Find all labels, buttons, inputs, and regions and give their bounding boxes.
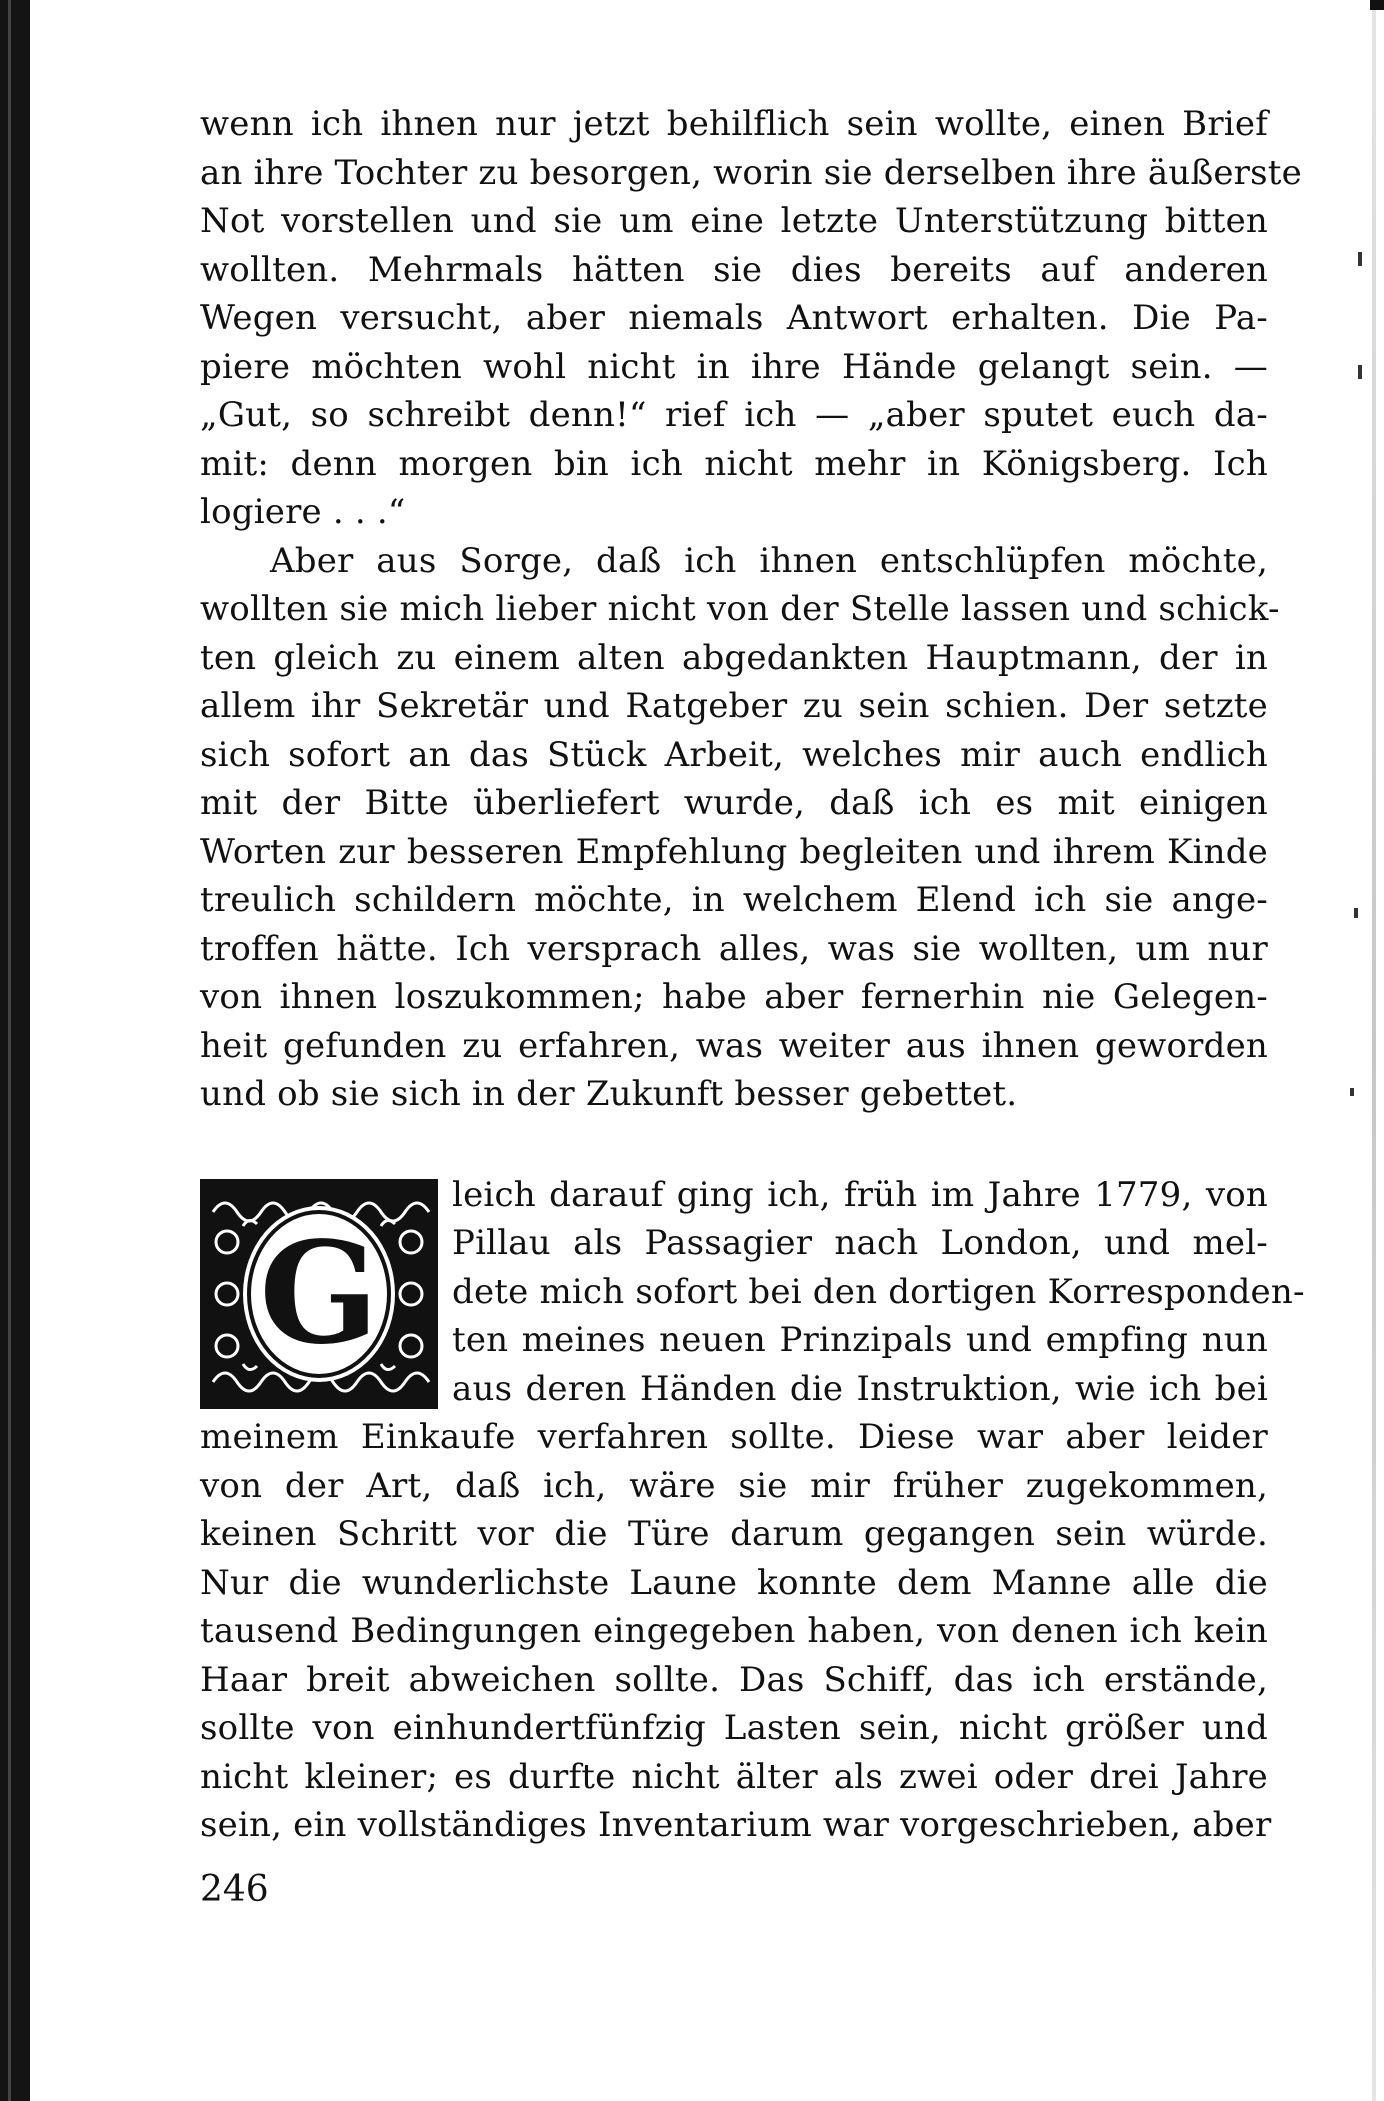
section-gap: [200, 1119, 1268, 1171]
text-line: ten meines neuen Prinzipals und empfing nun: [452, 1320, 1268, 1360]
paragraph-3: [200, 1171, 1305, 1850]
paragraph-1: [200, 100, 1302, 537]
text-line: piere möchten wohl nicht in ihre Hände gelangt sein. —: [200, 346, 1268, 387]
text-line: an ihre Tochter zu besorgen, worin sie derselben ihre äußerste: [200, 152, 1302, 193]
text-line: Wegen versucht, aber niemals Antwort erhalten. Die Pa-: [200, 298, 1268, 338]
text-line: Aber aus Sorge, daß ich ihnen entschlüpfen möchte,: [270, 540, 1268, 581]
text-line: leich darauf ging ich, früh im Jahre 1779, von: [452, 1174, 1268, 1215]
text-line: von ihnen loszukommen; habe aber fernerhin nie Gelegen-: [200, 977, 1268, 1017]
text-line: keinen Schritt vor die Türe darum gegangen sein würde.: [200, 1514, 1268, 1554]
text-line: „Gut, so schreibt denn!“ rief ich — „aber sputet euch da-: [200, 395, 1268, 435]
page-number: 246: [200, 1869, 269, 1910]
margin-mark: [1354, 908, 1358, 918]
page-right-edge: [1372, 0, 1376, 2101]
text-line: wollten. Mehrmals hätten sie dies bereits auf anderen: [200, 249, 1268, 290]
body-text: [200, 100, 1305, 1850]
book-binding-edge: [0, 0, 30, 2101]
text-line: und ob sie sich in der Zukunft besser gebettet.: [200, 1074, 1018, 1114]
text-line: Nur die wunderlichste Laune konnte dem Manne alle die: [200, 1562, 1268, 1603]
text-line: allem ihr Sekretär und Ratgeber zu sein schien. Der setzte: [200, 686, 1268, 726]
initial-letter: G: [259, 1211, 379, 1376]
corner-mark: [1370, 0, 1384, 10]
text-line: aus deren Händen die Instruktion, wie ich bei: [452, 1368, 1268, 1409]
text-line: heit gefunden zu erfahren, was weiter aus ihnen geworden: [200, 1025, 1268, 1066]
initial-g-ornament-icon: [203, 1182, 435, 1406]
text-line: sein, ein vollständiges Inventarium war vorgeschrieben, aber: [200, 1805, 1272, 1845]
text-line: nicht kleiner; es durfte nicht älter als zwei oder drei Jahre: [200, 1756, 1268, 1797]
text-line: sich sofort an das Stück Arbeit, welches mir auch endlich: [200, 734, 1268, 775]
text-line: dete mich sofort bei den dortigen Korresponden-: [452, 1271, 1305, 1312]
text-line: mit der Bitte überliefert wurde, daß ich es mit einigen: [200, 783, 1268, 823]
text-line: mit: denn morgen bin ich nicht mehr in Königsberg. Ich: [200, 443, 1268, 484]
text-line: wenn ich ihnen nur jetzt behilflich sein wollte, einen Brief: [200, 104, 1268, 144]
text-line: Worten zur besseren Empfehlung begleiten und ihrem Kinde: [200, 831, 1268, 872]
text-line: meinem Einkaufe verfahren sollte. Diese war aber leider: [200, 1417, 1268, 1457]
margin-mark: [1358, 252, 1362, 266]
margin-mark: [1350, 1088, 1354, 1096]
paragraph-2: [200, 537, 1280, 1119]
text-line: treulich schildern möchte, in welchem Elend ich sie ange-: [200, 880, 1268, 920]
text-line: wollten sie mich lieber nicht von der Stelle lassen und schick-: [200, 589, 1280, 629]
text-line: Haar breit abweichen sollte. Das Schiff, das ich erstände,: [200, 1659, 1268, 1700]
text-line: Pillau als Passagier nach London, und mel-: [452, 1223, 1268, 1263]
text-line: troffen hätte. Ich versprach alles, was sie wollten, um nur: [200, 928, 1268, 969]
margin-mark: [1358, 365, 1362, 379]
ornamental-initial-g: [200, 1179, 438, 1409]
text-line: Not vorstellen und sie um eine letzte Unterstützung bitten: [200, 201, 1268, 241]
text-line: logiere . . .“: [200, 492, 406, 532]
text-line: sollte von einhundertfünfzig Lasten sein, nicht größer und: [200, 1708, 1268, 1748]
text-line: ten gleich zu einem alten abgedankten Hauptmann, der in: [200, 637, 1268, 678]
text-line: von der Art, daß ich, wäre sie mir früher zugekommen,: [200, 1465, 1268, 1506]
text-line: tausend Bedingungen eingegeben haben, von denen ich kein: [200, 1611, 1268, 1651]
